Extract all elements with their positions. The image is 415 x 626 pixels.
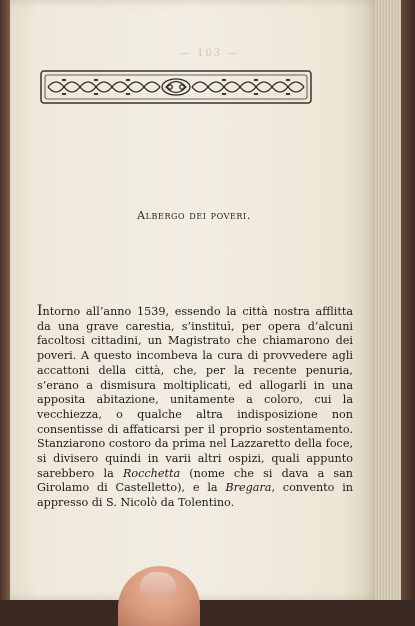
book-cover-edge: [401, 0, 415, 600]
page-number-bleedthrough: — 103 —: [180, 48, 240, 59]
body-paragraph: [37, 304, 353, 511]
drop-initial: I: [37, 303, 43, 319]
italic-place-rocchetta: Rocchetta: [122, 466, 181, 480]
decorative-headpiece: [40, 70, 312, 104]
paragraph-lead: ntorno all’anno 1539, essendo la città nostra afflitta da una grave carestia, s’instituì, per opera d’alcuni facoltosi cittadini, un Magistrato che chiamarono dei poveri. A questo incombeva la cura di provvedere agli accattoni della città, che, per la recente penuria, s’erano a dismisura moltiplicati, ed allogarli in una apposita abitazione, unitamente a coloro, cui la vecchiezza, o qualche altra indisposizione non consentisse di affaticarsi per il proprio sostentamento. Stanziarono costoro da prima nel Lazzaretto della foce, si divisero quindi in varii altri ospizi, quali appunto sarebbero la: [37, 305, 353, 480]
paragraph-middle: (nome che si dava a san Girolamo di Castelletto), e la: [37, 466, 353, 495]
book-page: [10, 0, 378, 600]
paragraph-end: , convento in appresso di S. Nicolò da Tolentino.: [37, 481, 353, 510]
thumbnail-nail: [140, 572, 176, 594]
chapter-title: Albergo dei poveri.: [137, 209, 251, 222]
italic-place-bregara: Bregara: [225, 481, 272, 495]
page-edges: [375, 0, 415, 600]
